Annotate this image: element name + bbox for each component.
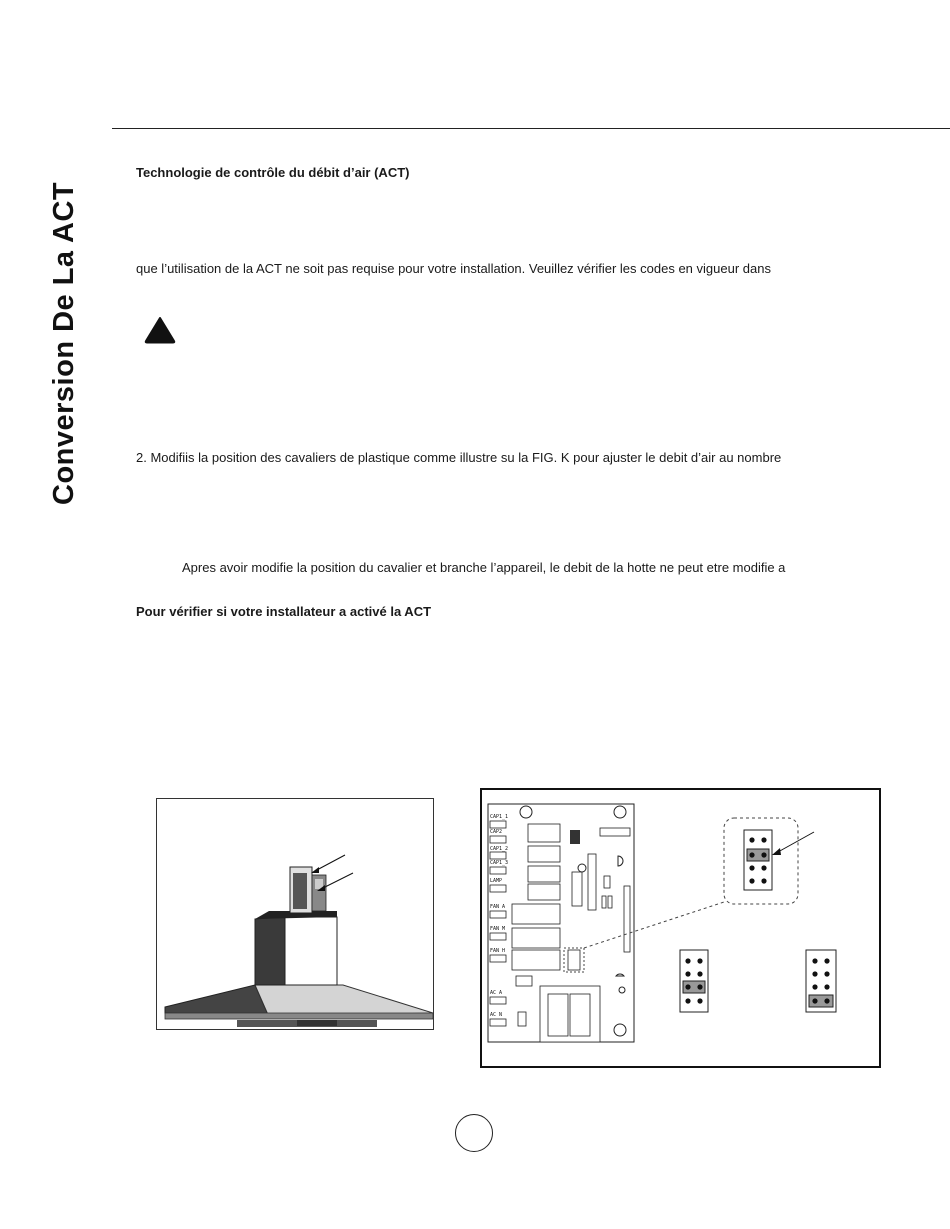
svg-text:CAP1_1: CAP1_1 — [490, 814, 509, 820]
paragraph-codes-line: que l’utilisation de la ACT ne soit pas requise pour votre installation. Veuillez vérifier les codes en vigueur dans — [136, 261, 771, 276]
header-rule — [112, 128, 950, 129]
warning-triangle-icon — [143, 316, 177, 344]
side-section-title: Conversion De La ACT — [48, 181, 80, 505]
svg-text:AC N: AC N — [490, 1012, 503, 1018]
hood-illustration — [156, 798, 434, 1030]
heading-act: Technologie de contrôle du débit d’air (ACT) — [136, 165, 410, 180]
step-2-line: 2. Modifiis la position des cavaliers de plastique comme illustre su la FIG. K pour ajuster le debit d’air au nombre — [136, 450, 782, 465]
svg-text:CAP1_3: CAP1_3 — [490, 860, 509, 866]
svg-text:LAMP: LAMP — [490, 878, 503, 884]
svg-text:AC A: AC A — [490, 990, 503, 996]
svg-text:FAN M: FAN M — [490, 926, 506, 932]
page-number-circle — [455, 1114, 493, 1152]
svg-text:FAN A: FAN A — [490, 904, 506, 910]
note-line: Apres avoir modifie la position du cavalier et branche l’appareil, le debit de la hotte ne peut etre modifie a — [182, 560, 786, 575]
svg-text:FAN H: FAN H — [490, 948, 506, 954]
svg-text:CAP2: CAP2 — [490, 829, 503, 835]
control-board-diagram — [480, 788, 881, 1068]
svg-text:CAP1_2: CAP1_2 — [490, 846, 509, 852]
heading-verify: Pour vérifier si votre installateur a activé la ACT — [136, 604, 432, 619]
